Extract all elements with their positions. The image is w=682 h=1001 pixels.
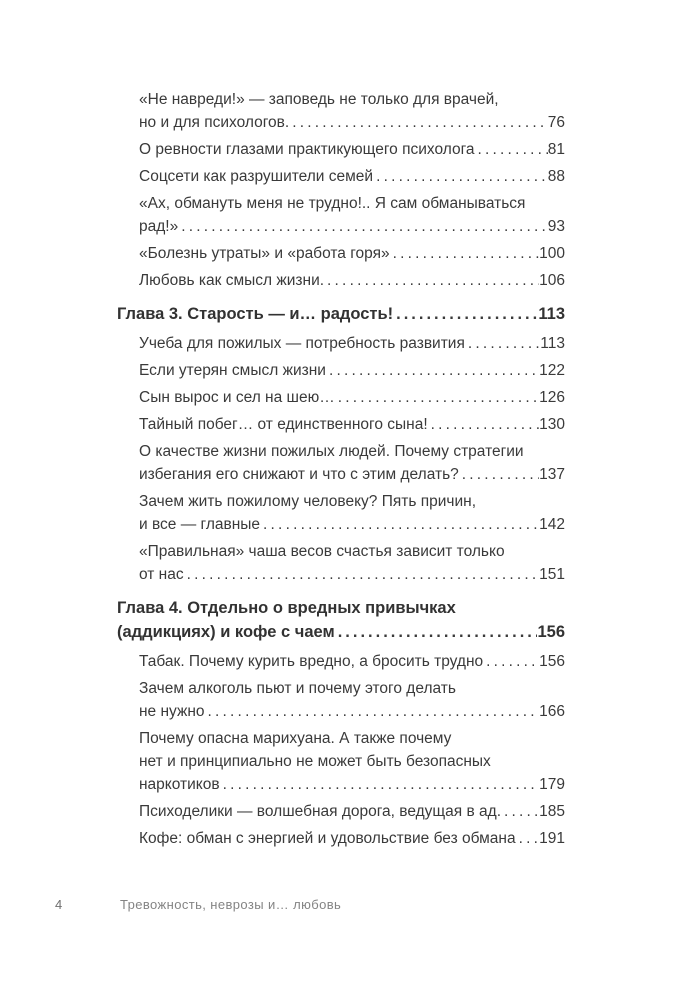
dot-leader xyxy=(393,302,538,326)
toc-entry-line xyxy=(117,302,565,326)
toc-entry-line xyxy=(139,192,565,215)
toc-sub-entry xyxy=(139,332,565,355)
toc-entry-line xyxy=(139,463,565,486)
toc-page-number: 137 xyxy=(539,466,565,483)
toc-entry-line xyxy=(117,596,565,620)
toc-page-number: 81 xyxy=(547,141,565,158)
toc-chapter-entry xyxy=(117,302,565,326)
toc-entry-text: Зачем жить пожилому человеку? Пять причин, xyxy=(139,493,477,510)
dot-leader xyxy=(326,359,539,382)
footer-running-title: Тревожность, неврозы и… любовь xyxy=(120,897,342,912)
toc-sub-entry xyxy=(139,540,565,586)
dot-leader xyxy=(483,650,539,673)
dot-leader xyxy=(516,827,540,850)
toc-entry-text: Любовь как смысл жизни. xyxy=(139,272,325,289)
toc-entry-line xyxy=(139,490,565,513)
toc-entry-line xyxy=(139,513,565,536)
toc-entry-line xyxy=(139,88,565,111)
toc-sub-entry xyxy=(139,138,565,161)
toc-entry-text: Кофе: обман с энергией и удовольствие без обмана xyxy=(139,830,516,847)
toc-entry-text: наркотиков xyxy=(139,776,220,793)
toc-entry-text: не нужно xyxy=(139,703,205,720)
dot-leader xyxy=(335,620,538,644)
toc-entry-text: «Не навреди!» — заповедь не только для врачей, xyxy=(139,91,499,108)
toc-page-number: 156 xyxy=(537,623,565,641)
toc-sub-entry xyxy=(139,440,565,486)
toc-entry-line xyxy=(139,215,565,238)
dot-leader xyxy=(501,800,539,823)
toc-sub-entry xyxy=(139,800,565,823)
toc-entry-text: (аддикциях) и кофе с чаем xyxy=(117,623,335,641)
toc-page-number: 156 xyxy=(539,653,565,670)
toc-entry-line xyxy=(139,677,565,700)
toc-sub-entry xyxy=(139,386,565,409)
footer-page-number: 4 xyxy=(55,897,63,912)
toc-sub-entry xyxy=(139,165,565,188)
toc-page-number: 76 xyxy=(547,114,565,131)
dot-leader xyxy=(373,165,548,188)
dot-leader xyxy=(428,413,539,436)
toc-entry-text: избегания его снижают и что с этим делать? xyxy=(139,466,459,483)
toc-entry-text: Если утерян смысл жизни xyxy=(139,362,326,379)
toc-sub-entry xyxy=(139,359,565,382)
toc-entry-text: рад!» xyxy=(139,218,179,235)
toc-page-number: 179 xyxy=(539,776,565,793)
toc-entry-text: Глава 4. Отдельно о вредных привычках xyxy=(117,599,456,617)
toc-entry-text: Соцсети как разрушители семей xyxy=(139,168,374,185)
toc-entry-text: О ревности глазами практикующего психолога xyxy=(139,141,475,158)
toc-entry-line xyxy=(139,827,565,850)
toc-page-number: 151 xyxy=(539,566,565,583)
dot-leader xyxy=(324,269,539,292)
toc-page-number: 88 xyxy=(547,168,565,185)
toc-entry-line xyxy=(139,727,565,750)
toc-entry-text: Тайный побег… от единственного сына! xyxy=(139,416,428,433)
toc-sub-entry xyxy=(139,827,565,850)
toc-sub-entry xyxy=(139,650,565,673)
toc-entry-text: «Правильная» чаша весов счастья зависит только xyxy=(139,543,505,560)
dot-leader xyxy=(475,138,548,161)
toc-page-number: 166 xyxy=(539,703,565,720)
toc-page-number: 122 xyxy=(539,362,565,379)
dot-leader xyxy=(390,242,540,265)
toc-sub-entry xyxy=(139,413,565,436)
toc-entry-text: Глава 3. Старость — и… радость! xyxy=(117,305,394,323)
toc-entry-line xyxy=(139,242,565,265)
toc-entry-line xyxy=(117,620,565,644)
toc-page-number: 185 xyxy=(539,803,565,820)
toc-entry-text: Психоделики — волшебная дорога, ведущая в ад. xyxy=(139,803,502,820)
toc-entry-text: но и для психологов. xyxy=(139,114,290,131)
toc-sub-entry xyxy=(139,677,565,723)
toc-entry-text: Учеба для пожилых — потребность развития xyxy=(139,335,465,352)
toc-entry-line xyxy=(139,563,565,586)
toc-page-number: 113 xyxy=(540,335,565,352)
toc-page-number: 93 xyxy=(547,218,565,235)
toc-entry-text: Сын вырос и сел на шею… xyxy=(139,389,335,406)
toc-entry-line xyxy=(139,165,565,188)
dot-leader xyxy=(289,111,548,134)
toc-chapter-entry xyxy=(117,596,565,644)
toc-entry-text: Табак. Почему курить вредно, а бросить трудно xyxy=(139,653,484,670)
toc-entry-text: и все — главные xyxy=(139,516,261,533)
toc-sub-entry xyxy=(139,242,565,265)
dot-leader xyxy=(220,773,540,796)
toc-entry-line xyxy=(139,386,565,409)
toc-entry-line xyxy=(139,440,565,463)
toc-entry-line xyxy=(139,750,565,773)
toc-entry-text: О качестве жизни пожилых людей. Почему стратегии xyxy=(139,443,524,460)
toc-entry-line xyxy=(139,773,565,796)
toc-entry-text: нет и принципиально не может быть безопасных xyxy=(139,753,491,770)
toc-entry-line xyxy=(139,111,565,134)
toc-entry-text: «Болезнь утраты» и «работа горя» xyxy=(139,245,390,262)
toc-sub-entry xyxy=(139,88,565,134)
toc-entry-line xyxy=(139,800,565,823)
toc-page-number: 130 xyxy=(539,416,565,433)
toc-entry-text: от нас xyxy=(139,566,184,583)
toc-page-number: 126 xyxy=(539,389,565,406)
toc-sub-entry xyxy=(139,727,565,796)
dot-leader xyxy=(260,513,539,536)
toc-sub-entry xyxy=(139,269,565,292)
toc-page-number: 100 xyxy=(539,245,565,262)
dot-leader xyxy=(184,563,540,586)
toc-entry-line xyxy=(139,332,565,355)
dot-leader xyxy=(459,463,539,486)
toc-page-number: 106 xyxy=(539,272,565,289)
toc-entry-line xyxy=(139,359,565,382)
toc-page-number: 113 xyxy=(538,305,565,323)
toc-sub-entry xyxy=(139,192,565,238)
toc-page-number: 142 xyxy=(539,516,565,533)
toc-entry-line xyxy=(139,138,565,161)
toc-entry-text: Почему опасна марихуана. А также почему xyxy=(139,730,452,747)
table-of-contents xyxy=(117,88,565,854)
toc-entry-text: «Ах, обмануть меня не трудно!.. Я сам обманываться xyxy=(139,195,526,212)
toc-sub-entry xyxy=(139,490,565,536)
toc-entry-line xyxy=(139,413,565,436)
dot-leader xyxy=(465,332,540,355)
toc-entry-text: Зачем алкоголь пьют и почему этого делать xyxy=(139,680,456,697)
toc-entry-line xyxy=(139,540,565,563)
dot-leader xyxy=(178,215,548,238)
page-footer xyxy=(0,897,682,917)
toc-entry-line xyxy=(139,700,565,723)
toc-page-number: 191 xyxy=(539,830,565,847)
dot-leader xyxy=(335,386,539,409)
toc-entry-line xyxy=(139,269,565,292)
toc-entry-line xyxy=(139,650,565,673)
dot-leader xyxy=(205,700,540,723)
